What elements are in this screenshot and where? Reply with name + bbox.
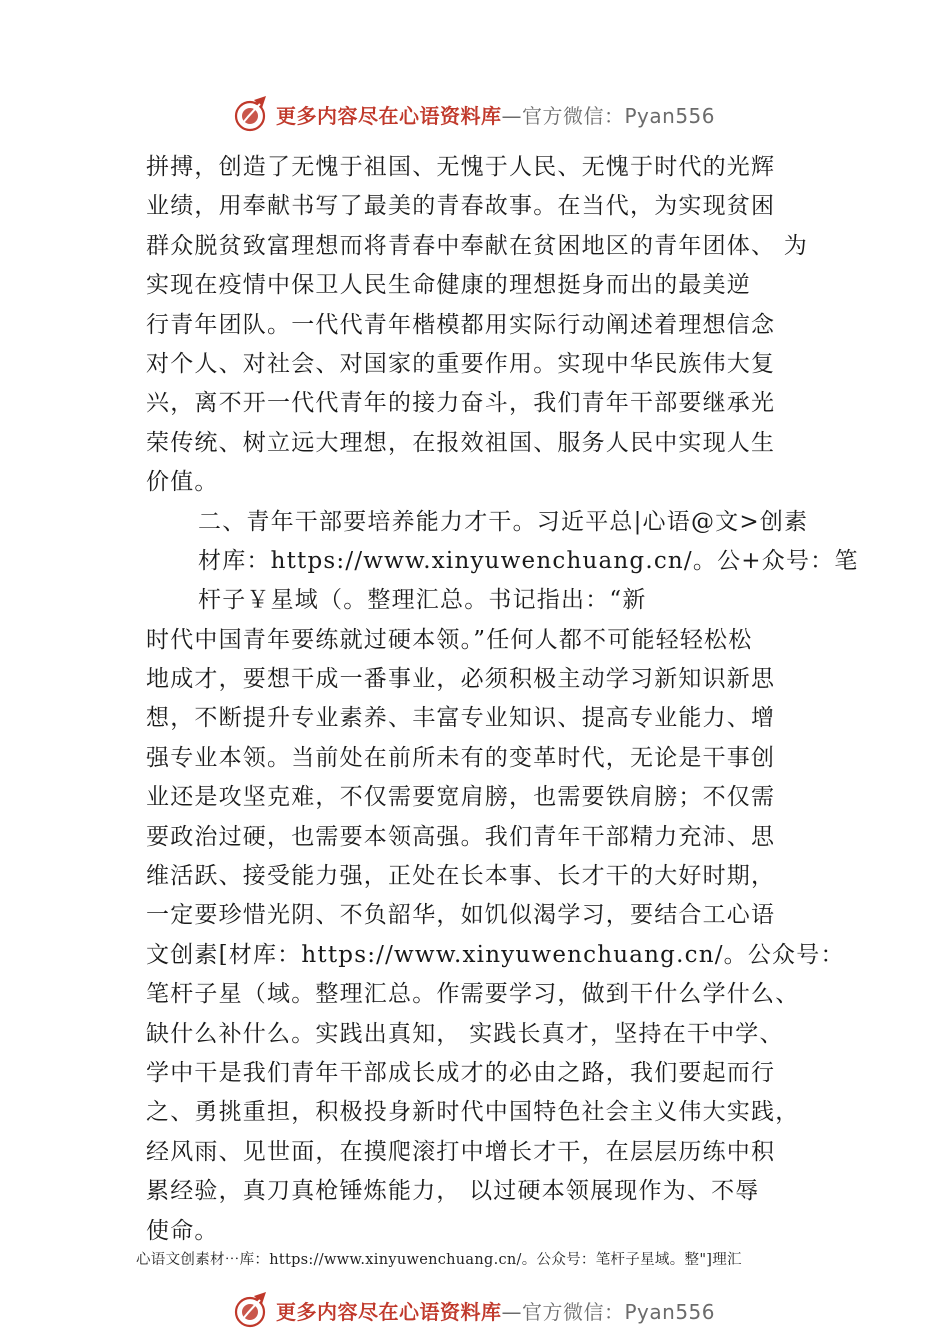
brand-logo-icon [232, 94, 272, 134]
text-line: 要政治过硬，也需要本领高强。我们青年干部精力充沛、思 [146, 823, 776, 850]
banner-gray-text: —官方微信：Pyan556 [501, 103, 716, 128]
text-line: 使命。 [146, 1217, 219, 1244]
text-line: 文创素[材库：https://www.xinyuwenchuang.cn/。公众号： [146, 941, 845, 968]
text-line: 杆子￥星域（。整理汇总。书记指出：“新 [198, 587, 647, 614]
banner-gray-text: —官方微信：Pyan556 [501, 1299, 716, 1324]
text-line: 时代中国青年要练就过硬本领。”任何人都不可能轻轻松松 [146, 626, 753, 653]
text-line: 群众脱贫致富理想而将青春中奉献在贫困地区的青年团体、 为 [146, 232, 808, 259]
text-line: 缺什么补什么。实践出真知， 实践长真才，坚持在干中学、 [146, 1020, 784, 1047]
banner-red-text: 更多内容尽在心语资料库 [276, 103, 502, 128]
text-line: 学中干是我们青年干部成长成才的必由之路，我们要起而行 [146, 1059, 776, 1086]
section-heading-line: 二、青年干部要培养能力才干。习近平总|心语@文>创素 [198, 508, 809, 535]
text-line: 拼搏，创造了无愧于祖国、无愧于人民、无愧于时代的光辉 [146, 154, 776, 180]
text-line: 行青年团队。一代代青年楷模都用实际行动阐述着理想信念 [146, 311, 776, 338]
document-body [146, 148, 859, 1251]
text-line: 之、勇挑重担，积极投身新时代中国特色社会主义伟大实践， [146, 1099, 800, 1126]
text-line: 累经验，真刀真枪锤炼能力， 以过硬本领展现作为、不辱 [146, 1178, 760, 1205]
text-line: 价值。 [146, 469, 219, 496]
text-line: 兴，离不开一代代青年的接力奋斗，我们青年干部要继承光 [146, 390, 776, 417]
header-banner-text [276, 100, 715, 129]
text-line: 荣传统、树立远大理想，在报效祖国、服务人民中实现人生 [146, 429, 776, 456]
text-line: 经风雨、见世面，在摸爬滚打中增长才干，在层层历练中积 [146, 1138, 776, 1165]
text-line: 业还是攻坚克难，不仅需要宽肩膀，也需要铁肩膀；不仅需 [146, 784, 776, 811]
footer-banner [232, 1288, 752, 1332]
text-line: 实现在疫情中保卫人民生命健康的理想挺身而出的最美逆 [146, 272, 751, 299]
text-line: 笔杆子星（域。整理汇总。作需要学习，做到干什么学什么、 [146, 981, 800, 1008]
text-line: 业绩，用奉献书写了最美的青春故事。在当代，为实现贫困 [146, 193, 776, 220]
text-line: 材库：https://www.xinyuwenchuang.cn/。公+众号：笔 [198, 547, 859, 574]
text-line: 维活跃、接受能力强，正处在长本事、长才干的大好时期， [146, 863, 776, 890]
text-line: 对个人、对社会、对国家的重要作用。实现中华民族伟大复 [146, 350, 776, 377]
banner-red-text: 更多内容尽在心语资料库 [276, 1299, 502, 1324]
footer-note: 心语文创素材⋯库：https://www.xinyuwenchuang.cn/。公众号：笔杆子星域。整"]理汇 [136, 1252, 742, 1268]
header-banner [232, 92, 752, 136]
footer-banner-text [276, 1296, 715, 1325]
text-line: 地成才，要想干成一番事业，必须积极主动学习新知识新思 [146, 666, 776, 693]
text-line: 想，不断提升专业素养、丰富专业知识、提高专业能力、增 [146, 705, 776, 732]
text-line: 强专业本领。当前处在前所未有的变革时代，无论是干事创 [146, 744, 776, 771]
text-line: 一定要珍惜光阴、不负韶华，如饥似渴学习，要结合工心语 [146, 902, 776, 929]
brand-logo-icon [232, 1290, 272, 1330]
